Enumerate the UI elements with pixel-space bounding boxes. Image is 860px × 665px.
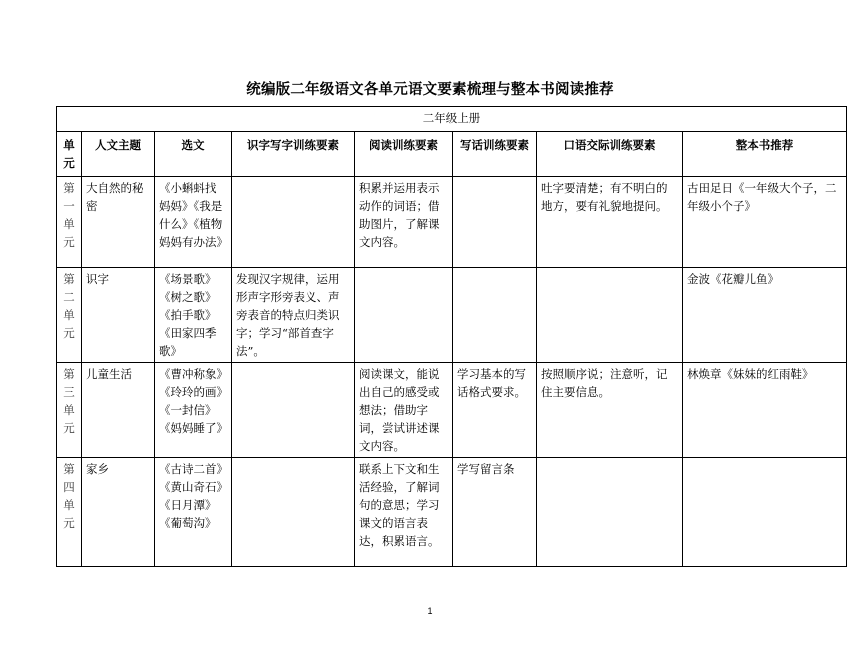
reading-cell: 联系上下文和生活经验，了解词句的意思；学习课文的语言表达，积累语言。 — [355, 458, 453, 567]
col-header-writing: 写话训练要素 — [453, 132, 537, 177]
literacy-cell — [232, 363, 355, 458]
reading-cell: 积累并运用表示动作的词语；借助图片，了解课文内容。 — [355, 177, 453, 268]
table-row — [57, 363, 847, 458]
grade-header: 二年级上册 — [57, 107, 847, 132]
texts-cell: 《小蝌蚪找妈妈》《我是什么》《植物妈妈有办法》 — [155, 177, 232, 268]
oral-cell — [537, 458, 683, 567]
theme-cell: 大自然的秘密 — [82, 177, 155, 268]
document-title: 统编版二年级语文各单元语文要素梳理与整本书阅读推荐 — [246, 82, 614, 98]
unit-cell: 第四单元 — [57, 458, 82, 567]
col-header-books: 整本书推荐 — [683, 132, 847, 177]
reading-cell — [355, 268, 453, 363]
theme-cell: 儿童生活 — [82, 363, 155, 458]
books-cell — [683, 458, 847, 567]
unit-cell: 第二单元 — [57, 268, 82, 363]
theme-cell: 识字 — [82, 268, 155, 363]
col-header-texts: 选文 — [155, 132, 232, 177]
writing-cell: 学写留言条 — [453, 458, 537, 567]
theme-cell: 家乡 — [82, 458, 155, 567]
col-header-oral: 口语交际训练要素 — [537, 132, 683, 177]
writing-cell — [453, 268, 537, 363]
col-header-reading: 阅读训练要素 — [355, 132, 453, 177]
texts-cell: 《曹冲称象》《玲玲的画》《一封信》《妈妈睡了》 — [155, 363, 232, 458]
literacy-cell — [232, 458, 355, 567]
literacy-cell — [232, 177, 355, 268]
curriculum-table — [56, 106, 847, 567]
oral-cell: 吐字要清楚；有不明白的地方，要有礼貌地提问。 — [537, 177, 683, 268]
column-header-row — [57, 132, 847, 177]
table-row — [57, 268, 847, 363]
books-cell: 林焕章《妹妹的红雨鞋》 — [683, 363, 847, 458]
table-row — [57, 177, 847, 268]
writing-cell — [453, 177, 537, 268]
literacy-cell: 发现汉字规律，运用形声字形旁表义、声旁表音的特点归类识字；学习“部首查字法”。 — [232, 268, 355, 363]
page-number: 1 — [427, 606, 433, 616]
writing-cell: 学习基本的写话格式要求。 — [453, 363, 537, 458]
col-header-unit: 单元 — [57, 132, 82, 177]
col-header-theme: 人文主题 — [82, 132, 155, 177]
texts-cell: 《场景歌》《树之歌》《拍手歌》《田家四季歌》 — [155, 268, 232, 363]
col-header-literacy: 识字写字训练要素 — [232, 132, 355, 177]
books-cell: 古田足日《一年级大个子，二年级小个子》 — [683, 177, 847, 268]
unit-cell: 第一单元 — [57, 177, 82, 268]
texts-cell: 《古诗二首》《黄山奇石》《日月潭》《葡萄沟》 — [155, 458, 232, 567]
oral-cell — [537, 268, 683, 363]
unit-cell: 第三单元 — [57, 363, 82, 458]
reading-cell: 阅读课文，能说出自己的感受或想法；借助字词，尝试讲述课文内容。 — [355, 363, 453, 458]
table-row — [57, 458, 847, 567]
oral-cell: 按照顺序说；注意听，记住主要信息。 — [537, 363, 683, 458]
books-cell: 金波《花瓣儿鱼》 — [683, 268, 847, 363]
